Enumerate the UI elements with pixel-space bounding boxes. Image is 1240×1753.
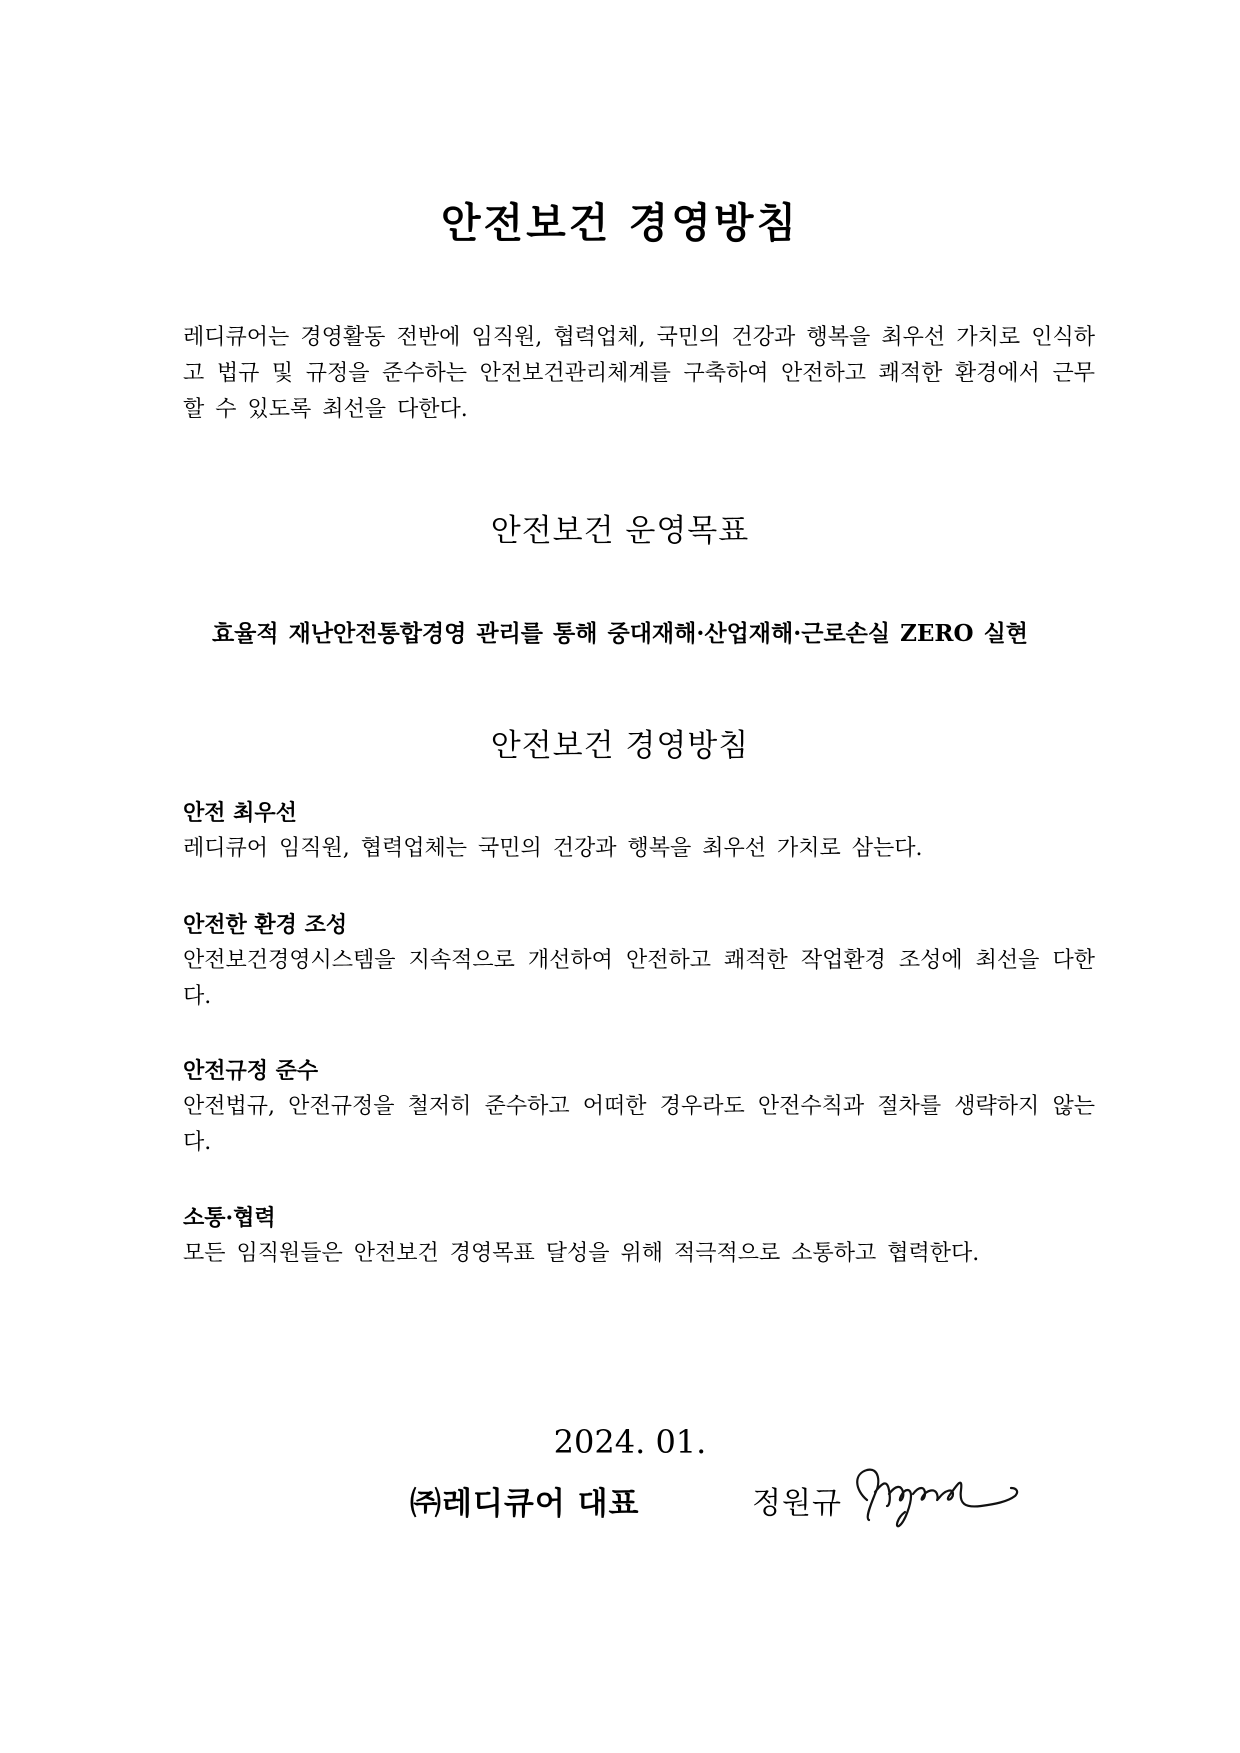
handwritten-signature (845, 1460, 1025, 1530)
policy-item (183, 795, 1095, 867)
ceo-name: 정원규 (752, 1486, 842, 1521)
policy-item-body: 안전보건경영시스템을 지속적으로 개선하여 안전하고 쾌적한 작업환경 조성에 최선을 다한다. (183, 948, 1095, 1009)
policy-item-title: 소통·협력 (183, 1205, 276, 1231)
policy-item (183, 907, 1095, 1015)
document-title: 안전보건 경영방침 (440, 199, 800, 247)
policy-item-body: 안전법규, 안전규정을 철저히 준수하고 어떠한 경우라도 안전수칙과 절차를 생략하지 않는다. (183, 1094, 1095, 1155)
policy-section-heading: 안전보건 경영방침 (490, 728, 750, 764)
goal-section-heading: 안전보건 운영목표 (490, 513, 750, 549)
goal-statement: 효율적 재난안전통합경영 관리를 통해 중대재해·산업재해·근로손실 ZERO 실현 (211, 620, 1029, 647)
policy-item-title: 안전한 환경 조성 (183, 912, 348, 938)
policy-item (183, 1053, 1095, 1161)
policy-item (183, 1200, 1095, 1272)
policy-item-body: 레디큐어 임직원, 협력업체는 국민의 건강과 행복을 최우선 가치로 삼는다. (183, 836, 923, 861)
intro-paragraph: 레디큐어는 경영활동 전반에 임직원, 협력업체, 국민의 건강과 행복을 최우선 가치로 인식하고 법규 및 규정을 준수하는 안전보건관리체계를 구축하여 안전하고 쾌적한 환경에서 근무할 수 있도록 최선을 다한다. (183, 325, 1095, 422)
policy-item-title: 안전 최우선 (183, 800, 297, 826)
policy-item-title: 안전규정 준수 (183, 1058, 319, 1084)
company-representative: ㈜레디큐어 대표 (410, 1486, 640, 1522)
document-date: 2024. 01. (553, 1423, 707, 1461)
policy-item-body: 모든 임직원들은 안전보건 경영목표 달성을 위해 적극적으로 소통하고 협력한다. (183, 1241, 980, 1266)
